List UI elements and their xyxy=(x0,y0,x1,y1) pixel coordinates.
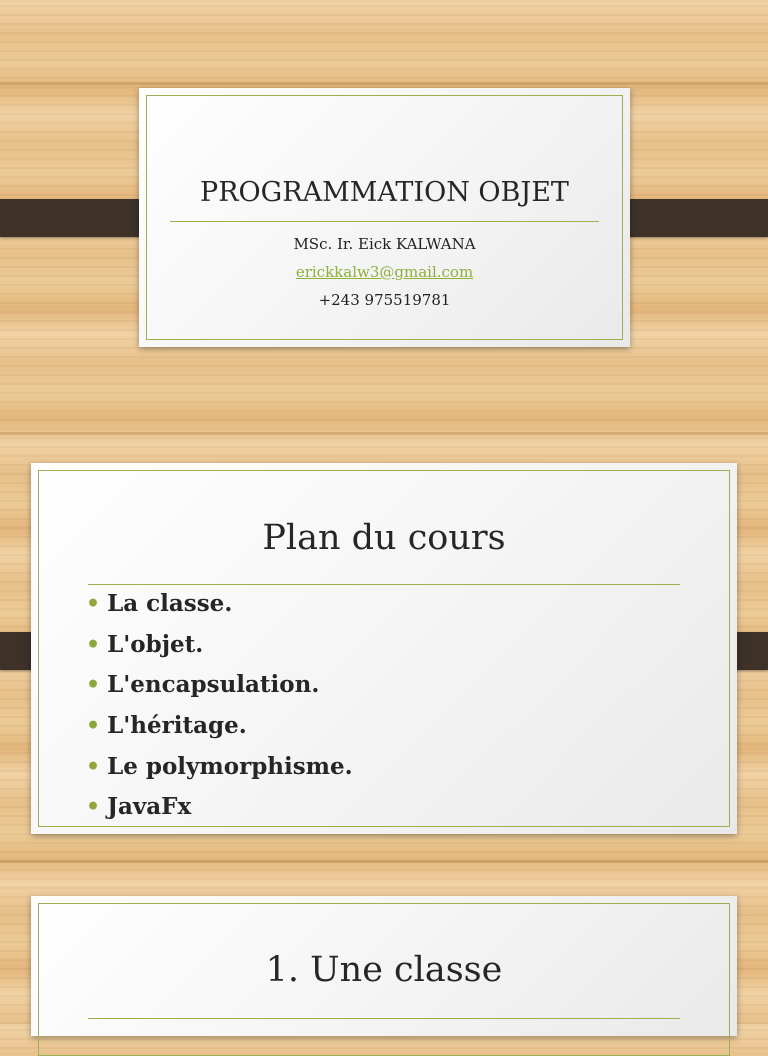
list-item-text: La classe. xyxy=(107,590,233,617)
list-item-text: L'héritage. xyxy=(107,712,247,740)
slide-band-left xyxy=(0,199,156,237)
bullet-icon: • xyxy=(86,631,101,658)
list-item xyxy=(86,584,353,625)
title-underline xyxy=(170,221,599,222)
slide-title: 1. Une classe xyxy=(265,950,503,990)
author-name: MSc. Ir. Eick KALWANA xyxy=(293,235,476,253)
list-item xyxy=(86,665,353,706)
list-item-text: L'encapsulation. xyxy=(107,671,320,699)
phone-number: +243 975519781 xyxy=(318,291,451,309)
list-item-text: JavaFx xyxy=(107,793,192,821)
bullet-icon: • xyxy=(86,672,101,699)
wood-seam xyxy=(0,82,768,85)
email-link[interactable]: erickkalw3@gmail.com xyxy=(295,263,474,281)
list-item xyxy=(86,706,353,747)
list-item xyxy=(86,787,353,828)
email-line xyxy=(139,263,630,281)
bullet-icon: • xyxy=(86,591,101,617)
course-outline-list xyxy=(86,584,353,828)
bullet-icon: • xyxy=(86,753,101,780)
wood-seam xyxy=(0,860,768,863)
title-slide[interactable] xyxy=(139,88,630,347)
class-slide[interactable] xyxy=(31,896,737,1036)
wood-seam xyxy=(0,432,768,435)
list-item-text: Le polymorphisme. xyxy=(107,752,353,780)
list-item-text: L'objet. xyxy=(107,630,204,658)
bullet-icon: • xyxy=(86,794,101,821)
list-item xyxy=(86,625,353,666)
slide-title: Plan du cours xyxy=(262,518,506,558)
slide-band-right xyxy=(612,199,768,237)
list-item xyxy=(86,747,353,788)
slide-title: PROGRAMMATION OBJET xyxy=(200,177,569,208)
title-underline xyxy=(88,1018,680,1019)
bullet-icon: • xyxy=(86,713,101,740)
